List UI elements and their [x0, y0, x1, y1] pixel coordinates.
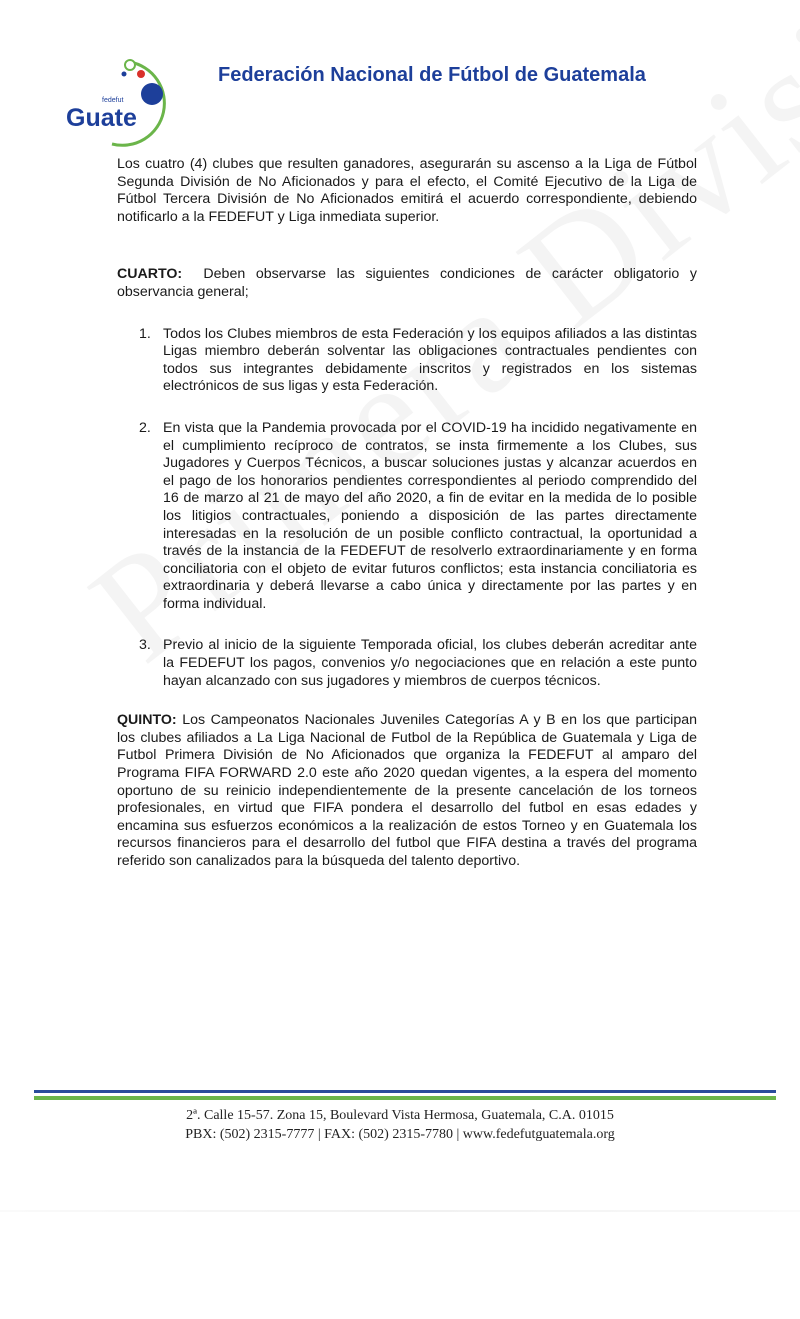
footer-rule-blue — [34, 1090, 776, 1093]
fedefut-guate-logo — [62, 52, 202, 152]
condition-text: Previo al inicio de la siguiente Temporada oficial, los clubes deberán acreditar ante la FEDEFUT los pagos, convenios y/o negociaciones que en relación a este punto hayan alcanzado con sus jugadores y miembros de cuerpos técnicos. — [163, 637, 697, 689]
document-body — [117, 156, 697, 871]
condition-text: En vista que la Pandemia provocada por el COVID-19 ha incidido negativamente en el cumplimiento recíproco de contratos, se insta firmemente a los Clubes, sus Jugadores y Cuerpos Técnicos, a buscar soluciones justas y alcanzar acuerdos en el pago de los honorarios pendientes correspondientes al periodo comprendido del 16 de marzo al 21 de mayo del año 2020, a fin de evitar en la medida de lo posible los litigios contractuales, poniendo a disposición de las partes directamente interesadas en la resolución de un posible conflicto contractual, la oportunidad a través de la instancia de la FEDEFUT de resolverlo extraordinariamente y en forma conciliatoria con el objeto de evitar futuros conflictos; esta instancia conciliatoria es extraordinaria y deberá llevarse a cabo única y directamente por las partes y en forma individual. — [163, 419, 697, 612]
cuarto-paragraph — [117, 266, 697, 301]
cuarto-text: Deben observarse las siguientes condiciones de carácter obligatorio y observancia general; — [117, 266, 697, 300]
logo-brand-text: Guate — [66, 104, 137, 132]
condition-number: 3. — [139, 637, 151, 654]
condition-number: 1. — [139, 325, 151, 342]
condition-number: 2. — [139, 419, 151, 436]
footer-contact: PBX: (502) 2315-7777 | FAX: (502) 2315-7780 | www.fedefutguatemala.org — [185, 1127, 615, 1142]
footer-rule-green — [34, 1096, 776, 1100]
organization-title: Federación Nacional de Fútbol de Guatemala — [218, 64, 646, 86]
conditions-list — [117, 326, 697, 691]
condition-text: Todos los Clubes miembros de esta Federación y los equipos afiliados a las distintas Ligas miembro deberán solventar las obligaciones contractuales pendientes con todos sus integrantes debidamente inscritos y registrados en los sistemas electrónicos de sus ligas y esta Federación. — [163, 325, 697, 395]
condition-item — [139, 326, 697, 396]
footer-address: 2ª. Calle 15-57. Zona 15, Boulevard Vista Hermosa, Guatemala, C.A. 01015 — [186, 1108, 614, 1123]
page-edge — [0, 1210, 800, 1212]
quinto-paragraph — [117, 712, 697, 870]
intro-paragraph: Los cuatro (4) clubes que resulten ganadores, asegurarán su ascenso a la Liga de Fútbol Segunda División de No Aficionados y para el efecto, el Comité Ejecutivo de la Liga de Fútbol Tercera División de No Aficionados emitirá el acuerdo correspondiente, debiendo notificarlo a la FEDEFUT y Liga inmediata superior. — [117, 156, 697, 225]
condition-item — [139, 637, 697, 690]
logo-small-text: fedefut — [102, 97, 124, 104]
condition-item — [139, 420, 697, 614]
cuarto-label: CUARTO: — [117, 266, 183, 283]
quinto-label: QUINTO: — [117, 712, 177, 729]
quinto-text: Los Campeonatos Nacionales Juveniles Categorías A y B en los que participan los clubes afiliados a La Liga Nacional de Futbol de la República de Guatemala y Liga de Futbol Primera División de No Aficionados que organiza la FEDEFUT al amparo del Programa FIFA FORWARD 2.0 este año 2020 quedan vigentes, a la espera del momento oportuno de su reinicio independientemente de la presente cancelación de los torneos profesionales, en virtud que FIFA pondera el desarrollo del futbol en esas edades y encamina sus esfuerzos económicos a la realización de estos Torneo y en Guatemala los recursos financieros para el desarrollo del futbol que FIFA destina a través del programa referido son canalizados para la búsqueda del talento deportivo. — [117, 712, 697, 869]
